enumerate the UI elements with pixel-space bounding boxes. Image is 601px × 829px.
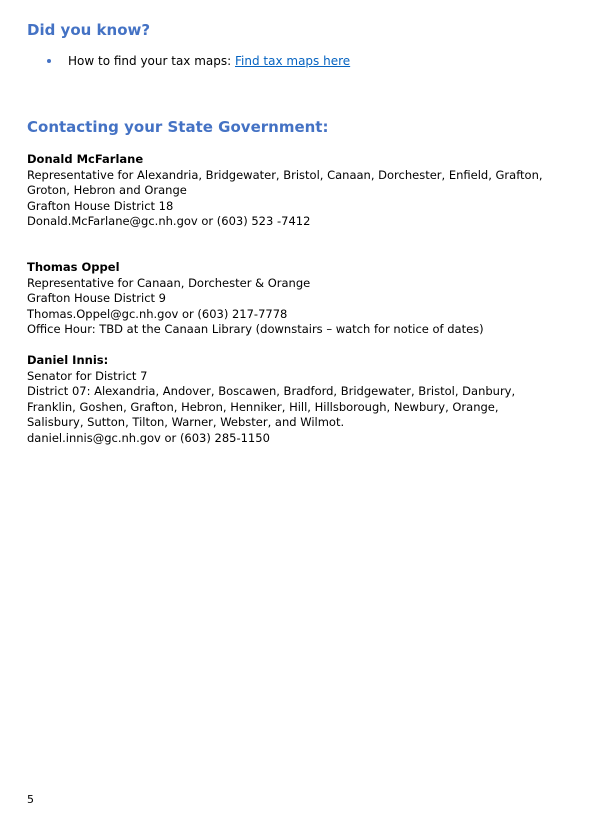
contact-name: Daniel Innis: — [27, 353, 109, 367]
contact-name: Thomas Oppel — [27, 260, 120, 274]
contact-detail: Grafton House District 18 — [27, 198, 174, 213]
contact-detail: Salisbury, Sutton, Tilton, Warner, Webster, and Wilmot. — [27, 415, 345, 429]
contact-detail: Franklin, Goshen, Grafton, Hebron, Henniker, Hill, Hillsborough, Newbury, Orange, — [27, 399, 499, 414]
contact-office-hour: Office Hour: TBD at the Canaan Library (downstairs – watch for notice of dates) — [27, 322, 484, 336]
contact-detail: Grafton House District 9 — [27, 291, 166, 305]
did-you-know-heading: Did you know? — [27, 21, 151, 39]
contact-name: Donald McFarlane — [27, 152, 144, 166]
contact-block-innis — [27, 353, 587, 446]
contact-detail: Senator for District 7 — [27, 368, 148, 383]
contact-block-oppel — [27, 260, 587, 338]
list-item-text: How to find your tax maps: — [68, 54, 235, 68]
tax-maps-link[interactable]: Find tax maps here — [235, 54, 351, 68]
contact-detail: Representative for Canaan, Dorchester & Orange — [27, 275, 311, 290]
contact-block-mcfarlane — [27, 152, 587, 230]
contact-detail: Groton, Hebron and Orange — [27, 183, 187, 197]
contact-email-phone: Thomas.Oppel@gc.nh.gov or (603) 217-7778 — [27, 306, 288, 321]
contacting-heading: Contacting your State Government: — [27, 118, 329, 136]
list-item — [47, 53, 350, 69]
bullet-icon — [47, 59, 51, 63]
contact-email-phone: Donald.McFarlane@gc.nh.gov or (603) 523 -7412 — [27, 214, 311, 228]
did-you-know-list — [47, 53, 350, 69]
contact-detail: District 07: Alexandria, Andover, Boscawen, Bradford, Bridgewater, Bristol, Danbury, — [27, 384, 516, 398]
contact-email-phone: daniel.innis@gc.nh.gov or (603) 285-1150 — [27, 430, 270, 445]
page-number: 5 — [27, 793, 34, 806]
contact-detail: Representative for Alexandria, Bridgewater, Bristol, Canaan, Dorchester, Enfield, Grafton, — [27, 167, 543, 182]
